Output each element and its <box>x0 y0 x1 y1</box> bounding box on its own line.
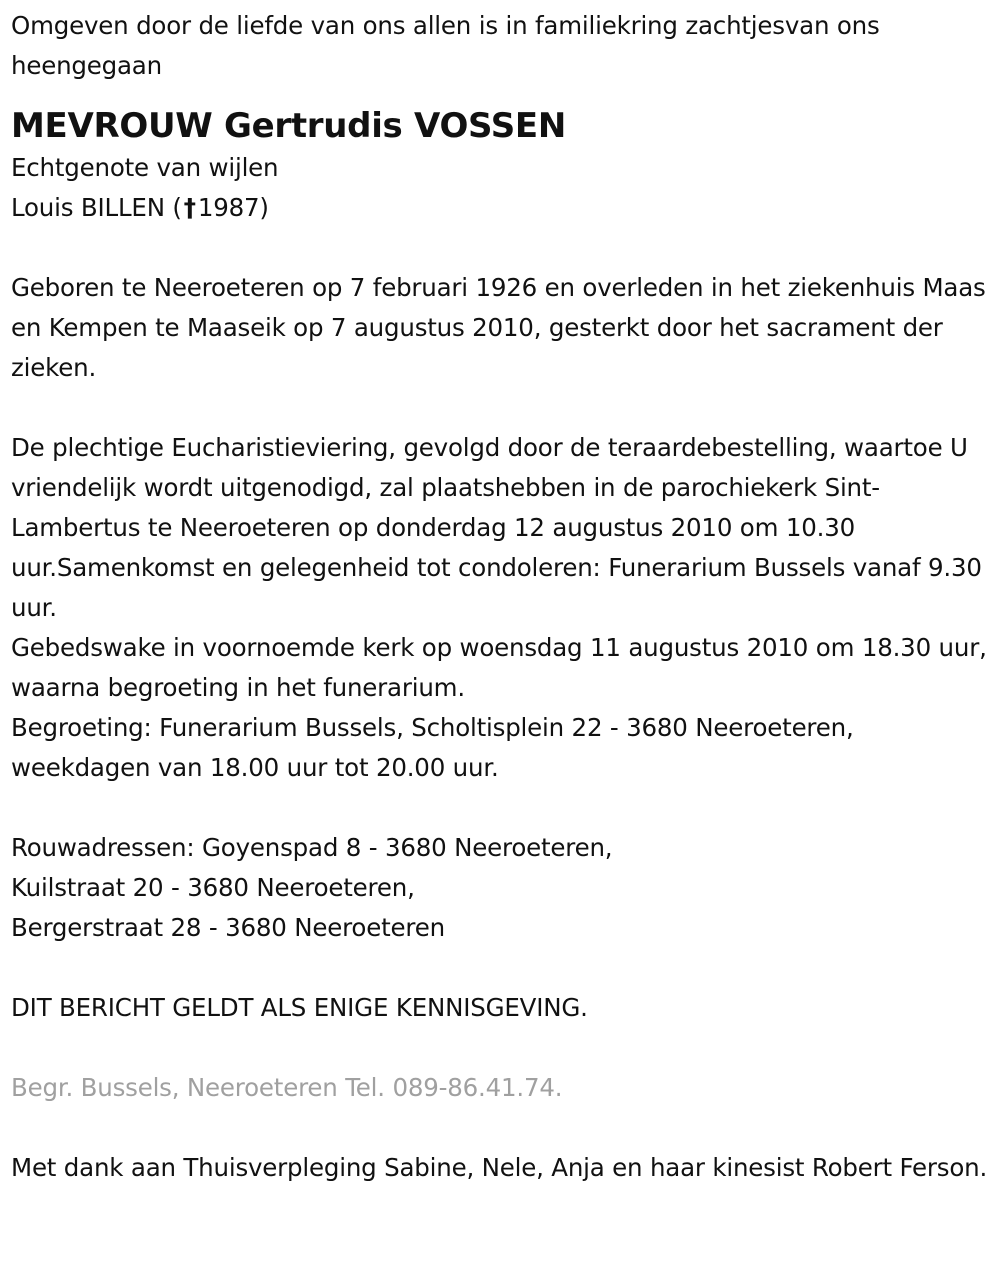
spacer <box>11 788 988 828</box>
addresses-list <box>11 828 988 948</box>
intro-text: Omgeven door de liefde van ons allen is in familiekring zachtjesvan ons heengegaan <box>11 11 880 80</box>
spouse-death-year: 1987) <box>197 193 269 222</box>
deceased-name: MEVROUW Gertrudis VOSSEN <box>11 106 566 146</box>
spouse-line <box>11 188 988 228</box>
spacer <box>11 388 988 428</box>
relation-line: Echtgenote van wijlen <box>11 153 279 182</box>
spacer <box>11 228 988 268</box>
funeral-home-contact: Begr. Bussels, Neeroeteren Tel. 089-86.41.74. <box>11 1073 563 1102</box>
address-line: Kuilstraat 20 - 3680 Neeroeteren, <box>11 873 415 902</box>
spacer <box>11 1028 988 1068</box>
notice-text: DIT BERICHT GELDT ALS ENIGE KENNISGEVING. <box>11 993 588 1022</box>
birth-death-text: Geboren te Neeroeteren op 7 februari 1926 en overleden in het ziekenhuis Maas en Kempen te Maaseik op 7 augustus 2010, gesterkt door het sacrament der zieken. <box>11 273 986 382</box>
thanks-text: Met dank aan Thuisverpleging Sabine, Nele, Anja en haar kinesist Robert Ferson. <box>11 1153 988 1182</box>
spouse-name: Louis BILLEN ( <box>11 193 182 222</box>
address-line: Bergerstraat 28 - 3680 Neeroeteren <box>11 913 445 942</box>
address-line: Rouwadressen: Goyenspad 8 - 3680 Neeroeteren, <box>11 833 613 862</box>
cross-icon: † <box>183 193 196 222</box>
ceremony-service-text: De plechtige Eucharistieviering, gevolgd door de teraardebestelling, waartoe U vriendelijk wordt uitgenodigd, zal plaatshebben in de parochiekerk Sint-Lambertus te Neeroeteren op donderdag 12 augustus 2010 om 10.30 uur.Samenkomst en gelegenheid tot condoleren: Funerarium Bussels vanaf 9.30 uur. <box>11 433 982 622</box>
spacer <box>11 948 988 988</box>
ceremony-vigil-text: Gebedswake in voornoemde kerk op woensdag 11 augustus 2010 om 18.30 uur, waarna begroeting in het funerarium. <box>11 633 987 702</box>
ceremony-visitation-text: Begroeting: Funerarium Bussels, Scholtisplein 22 - 3680 Neeroeteren, weekdagen van 18.00 uur tot 20.00 uur. <box>11 713 854 782</box>
spacer <box>11 1108 988 1148</box>
